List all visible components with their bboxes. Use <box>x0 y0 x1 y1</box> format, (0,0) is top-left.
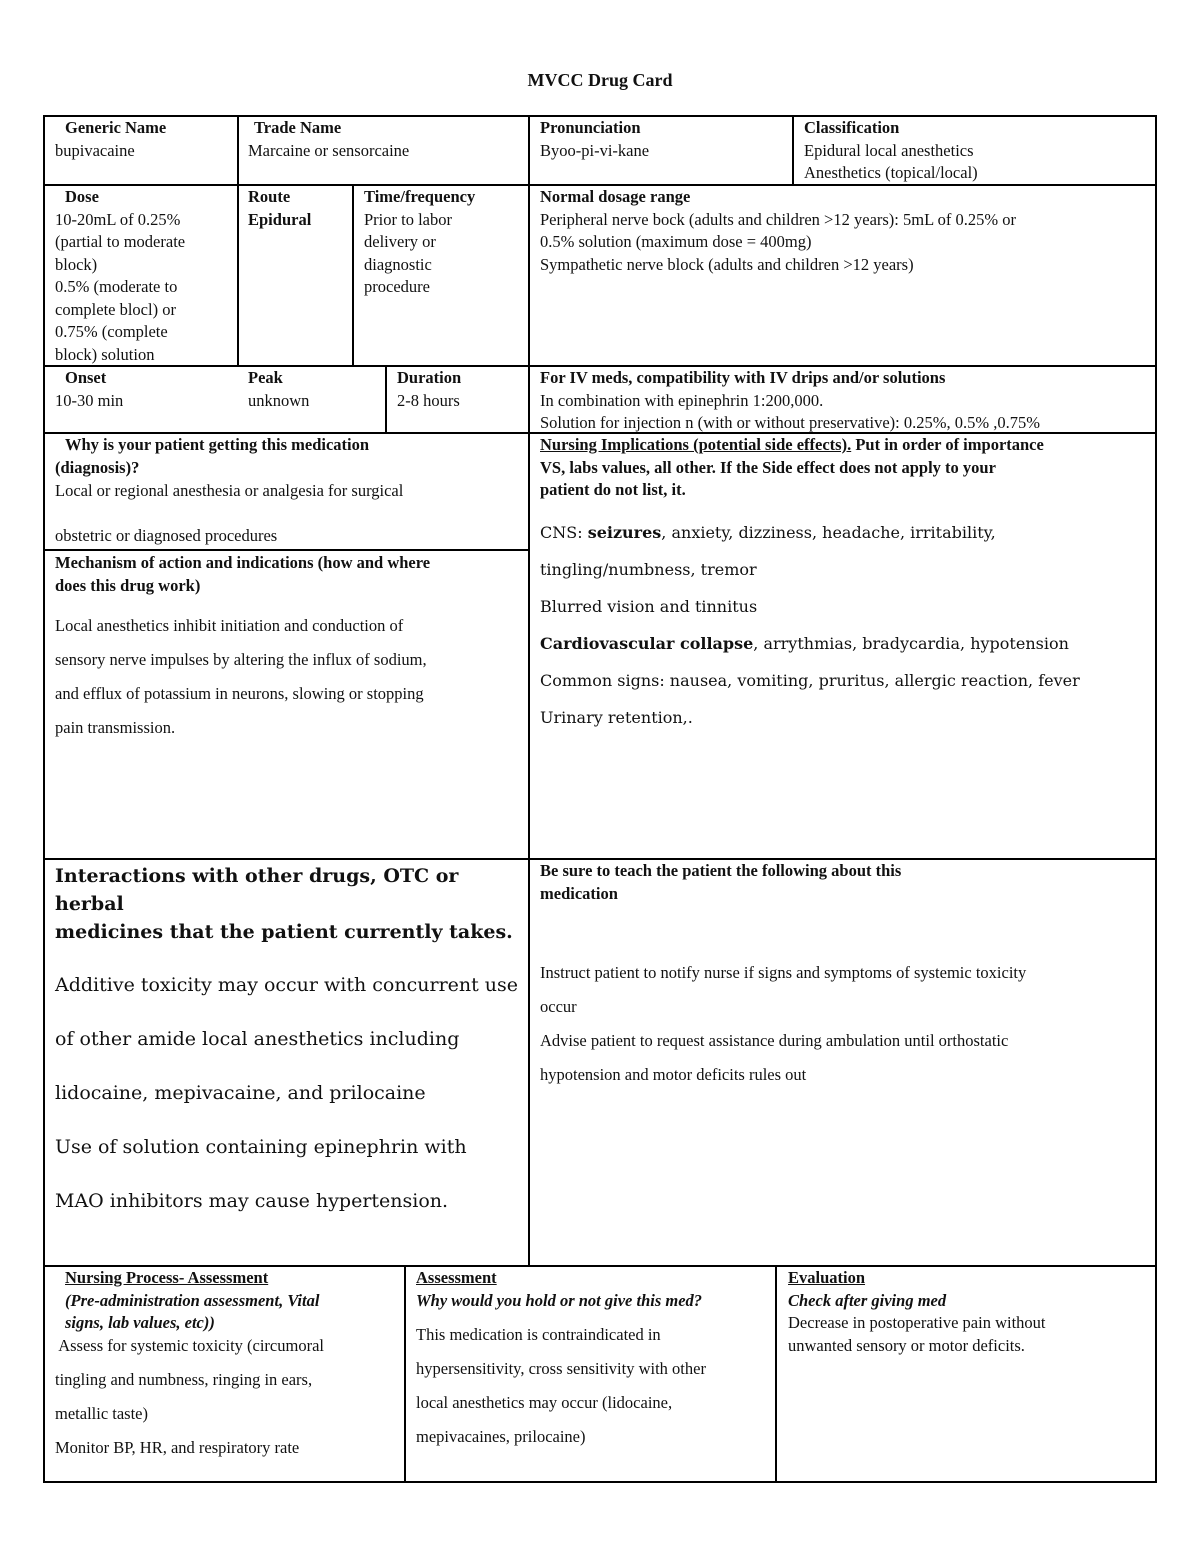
dose-line: 0.75% (complete <box>55 322 168 341</box>
interactions-line: Additive toxicity may occur with concurrent use <box>55 974 519 996</box>
column-divider <box>237 115 239 367</box>
route-cell <box>248 186 350 231</box>
cardio-collapse: Cardiovascular collapse <box>540 633 754 653</box>
evaluation-line: Decrease in postoperative pain without <box>788 1313 1046 1332</box>
time-frequency-line: diagnostic <box>364 254 432 274</box>
nursing-process-sub: (Pre-administration assessment, Vital <box>65 1290 320 1310</box>
nursing-process-line: tingling and numbness, ringing in ears, <box>55 1369 313 1389</box>
diagnosis-line: obstetric or diagnosed procedures <box>55 526 278 545</box>
classification-line: Epidural local anesthetics <box>804 140 974 160</box>
cns-line-2: tingling/numbness, tremor <box>540 559 757 579</box>
column-divider <box>792 115 794 186</box>
normal-dosage-line: Sympathetic nerve block (adults and children >12 years) <box>540 254 914 274</box>
column-divider <box>385 365 387 434</box>
nursing-implications-label: Nursing Implications (potential side effects). <box>540 435 852 454</box>
column-divider <box>775 1265 777 1483</box>
iv-compatibility-cell <box>540 367 1154 435</box>
time-frequency-line: Prior to labor <box>364 209 452 229</box>
pronunciation-cell <box>540 117 790 162</box>
trade-name-value: Marcaine or sensorcaine <box>248 140 410 160</box>
time-frequency-line: delivery or <box>364 232 436 251</box>
nursing-process-cell <box>55 1267 401 1465</box>
row-divider <box>43 549 529 551</box>
mechanism-line: and efflux of potassium in neurons, slowing or stopping <box>55 684 424 703</box>
mechanism-label: Mechanism of action and indications (how and where <box>55 553 431 572</box>
column-divider <box>404 1265 406 1483</box>
teach-label: Be sure to teach the patient the following about this <box>540 861 902 880</box>
vision-line: Blurred vision and tinnitus <box>540 596 758 616</box>
nursing-process-sub-2: signs, lab values, etc)) <box>65 1313 215 1332</box>
normal-dosage-cell <box>540 186 1154 276</box>
nursing-process-line: Assess for systemic toxicity (circumoral <box>55 1335 324 1355</box>
trade-name-label: Trade Name <box>254 118 342 137</box>
assessment-cell <box>416 1267 772 1454</box>
interactions-line: of other amide local anesthetics including <box>55 1028 460 1050</box>
normal-dosage-line: Peripheral nerve bock (adults and children >12 years): 5mL of 0.25% or <box>540 209 1017 229</box>
iv-compatibility-line: In combination with epinephrin 1:200,000. <box>540 390 824 410</box>
cns-rest: , anxiety, dizziness, headache, irritability, <box>661 522 996 542</box>
interactions-line: lidocaine, mepivacaine, and prilocaine <box>55 1082 426 1104</box>
assessment-label: Assessment <box>416 1268 497 1287</box>
duration-value: 2-8 hours <box>397 390 460 410</box>
generic-name-cell <box>55 117 233 162</box>
diagnosis-cell <box>55 434 525 548</box>
cns-prefix: CNS: <box>540 522 588 542</box>
dose-line: 0.5% (moderate to <box>55 277 178 296</box>
time-frequency-label: Time/frequency <box>364 187 476 206</box>
teach-line: occur <box>540 997 577 1016</box>
teach-cell <box>540 860 1154 1092</box>
interactions-label-2: medicines that the patient currently takes. <box>55 921 513 943</box>
column-divider <box>528 115 530 1267</box>
teach-line: Advise patient to request assistance during ambulation until orthostatic <box>540 1031 1009 1050</box>
nursing-process-line: metallic taste) <box>55 1403 148 1423</box>
dose-line: complete blocl) or <box>55 299 176 319</box>
dose-line: (partial to moderate <box>55 232 186 251</box>
teach-line: hypotension and motor deficits rules out <box>540 1065 807 1084</box>
peak-value: unknown <box>248 390 310 410</box>
duration-cell <box>397 367 525 412</box>
diagnosis-label-2: (diagnosis)? <box>55 457 140 477</box>
generic-name-value: bupivacaine <box>55 140 135 160</box>
onset-cell <box>55 367 235 412</box>
normal-dosage-line: 0.5% solution (maximum dose = 400mg) <box>540 232 812 251</box>
dose-line: block) solution <box>55 344 155 364</box>
dose-line: block) <box>55 254 98 274</box>
classification-label: Classification <box>804 118 900 137</box>
interactions-cell <box>55 862 525 1228</box>
column-divider <box>352 184 354 367</box>
mechanism-line: pain transmission. <box>55 718 176 737</box>
assessment-line: local anesthetics may occur (lidocaine, <box>416 1393 673 1412</box>
assessment-line: This medication is contraindicated in <box>416 1325 661 1344</box>
mechanism-line: Local anesthetics inhibit initiation and conduction of <box>55 616 404 635</box>
dose-label: Dose <box>65 187 99 206</box>
nursing-implications-label-rest: Put in order of importance <box>851 435 1044 454</box>
dose-cell <box>55 186 235 366</box>
pronunciation-label: Pronunciation <box>540 118 641 137</box>
normal-dosage-label: Normal dosage range <box>540 187 691 206</box>
page-title: MVCC Drug Card <box>527 70 673 90</box>
nursing-implications-label-3: patient do not list, it. <box>540 480 686 499</box>
evaluation-line: unwanted sensory or motor deficits. <box>788 1335 1025 1355</box>
cns-seizures: seizures <box>587 522 662 542</box>
evaluation-cell <box>788 1267 1154 1357</box>
peak-cell <box>248 367 382 412</box>
teach-line: Instruct patient to notify nurse if signs and symptoms of systemic toxicity <box>540 963 1027 982</box>
nursing-implications-label-2: VS, labs values, all other. If the Side effect does not apply to your <box>540 457 996 477</box>
interactions-label: Interactions with other drugs, OTC or herbal <box>55 865 459 915</box>
mechanism-line: sensory nerve impulses by altering the influx of sodium, <box>55 650 427 669</box>
assessment-line: mepivacaines, prilocaine) <box>416 1427 586 1446</box>
assessment-sub: Why would you hold or not give this med? <box>416 1290 703 1310</box>
generic-name-label: Generic Name <box>65 118 167 137</box>
evaluation-label: Evaluation <box>788 1268 866 1287</box>
nursing-implications-cell <box>540 434 1154 736</box>
iv-compatibility-label: For IV meds, compatibility with IV drips and/or solutions <box>540 368 946 387</box>
evaluation-sub: Check after giving med <box>788 1290 947 1310</box>
route-label: Route <box>248 187 291 206</box>
interactions-line: MAO inhibitors may cause hypertension. <box>55 1190 449 1212</box>
teach-label-2: medication <box>540 883 618 903</box>
onset-label: Onset <box>65 368 107 387</box>
classification-cell <box>804 117 1154 185</box>
mechanism-label-2: does this drug work) <box>55 575 201 595</box>
nursing-process-label: Nursing Process- Assessment <box>65 1268 269 1287</box>
assessment-line: hypersensitivity, cross sensitivity with other <box>416 1359 706 1378</box>
trade-name-cell <box>248 117 524 162</box>
iv-compatibility-line: Solution for injection n (with or without preservative): 0.25%, 0.5% ,0.75% <box>540 413 1040 432</box>
duration-label: Duration <box>397 368 462 387</box>
time-frequency-line: procedure <box>364 277 430 296</box>
onset-value: 10-30 min <box>55 390 124 410</box>
interactions-line: Use of solution containing epinephrin with <box>55 1136 467 1158</box>
peak-label: Peak <box>248 368 283 387</box>
nursing-process-line: Monitor BP, HR, and respiratory rate <box>55 1437 300 1457</box>
diagnosis-label: Why is your patient getting this medication <box>65 435 370 454</box>
mechanism-cell <box>55 552 525 745</box>
cardio-rest: , arrythmias, bradycardia, hypotension <box>753 633 1069 653</box>
route-value: Epidural <box>248 209 312 229</box>
pronunciation-value: Byoo-pi-vi-kane <box>540 140 650 160</box>
classification-line: Anesthetics (topical/local) <box>804 163 978 182</box>
common-signs-line: Common signs: nausea, vomiting, pruritus, allergic reaction, fever <box>540 670 1080 690</box>
dose-line: 10-20mL of 0.25% <box>55 209 181 229</box>
urinary-line: Urinary retention,. <box>540 707 693 727</box>
diagnosis-line: Local or regional anesthesia or analgesia for surgical <box>55 481 404 500</box>
time-frequency-cell <box>364 186 526 299</box>
